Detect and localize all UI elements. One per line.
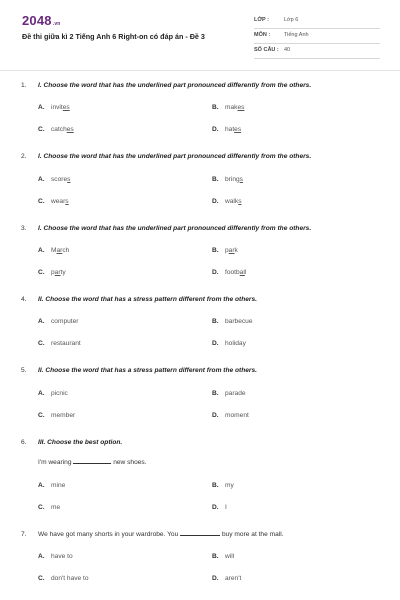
option-letter: C. <box>38 412 45 419</box>
option-text: picnic <box>51 390 68 397</box>
option-letter: B. <box>212 482 219 489</box>
meta-row-subject <box>254 29 380 44</box>
meta-key: SỐ CÂU : <box>254 47 279 53</box>
option-letter: C. <box>38 198 45 205</box>
meta-value: 40 <box>284 47 291 53</box>
option-text: I <box>225 504 227 511</box>
option-text: computer <box>51 318 79 325</box>
option-letter: C. <box>38 575 45 582</box>
question-number: 3. <box>21 225 27 232</box>
meta-key: MÔN : <box>254 32 271 38</box>
option-text: invites <box>51 104 70 111</box>
question-number: 5. <box>21 367 27 374</box>
meta-value: Tiếng Anh <box>284 32 309 38</box>
option-text: my <box>225 482 234 489</box>
option-a[interactable] <box>38 318 79 325</box>
option-letter: D. <box>212 269 219 276</box>
option-letter: A. <box>38 176 45 183</box>
question-prompt: We have got many shorts in your wardrobe. You buy more at the mall. <box>38 531 284 538</box>
option-letter: B. <box>212 390 219 397</box>
option-text: party <box>51 269 66 276</box>
question-number: 4. <box>21 296 27 303</box>
meta-row-class <box>254 14 380 29</box>
option-text: football <box>225 269 247 276</box>
answer-blank <box>180 535 220 536</box>
question-prompt: I. Choose the word that has the underlined part pronounced differently from the others. <box>38 153 312 160</box>
option-c[interactable] <box>38 198 69 205</box>
option-c[interactable] <box>38 126 74 133</box>
meta-key: LỚP : <box>254 17 269 23</box>
option-text: parade <box>225 390 246 397</box>
question-sentence: I'm wearing new shoes. <box>38 459 147 466</box>
option-text: aren't <box>225 575 242 582</box>
option-letter: C. <box>38 340 45 347</box>
option-b[interactable] <box>212 482 234 489</box>
option-d[interactable] <box>212 575 241 582</box>
option-text: hates <box>225 126 242 133</box>
option-letter: D. <box>212 340 219 347</box>
option-letter: B. <box>212 176 219 183</box>
answer-blank <box>73 463 111 464</box>
option-text: makes <box>225 104 245 111</box>
option-b[interactable] <box>212 553 234 560</box>
document-header <box>0 0 400 68</box>
option-c[interactable] <box>38 504 60 511</box>
option-b[interactable] <box>212 390 246 397</box>
question-prompt: I. Choose the word that has the underlined part pronounced differently from the others. <box>38 82 312 89</box>
option-c[interactable] <box>38 269 66 276</box>
question-number: 2. <box>21 153 27 160</box>
option-a[interactable] <box>38 247 69 254</box>
option-b[interactable] <box>212 318 253 325</box>
option-text: me <box>51 504 61 511</box>
option-c[interactable] <box>38 575 89 582</box>
option-letter: C. <box>38 126 45 133</box>
option-letter: B. <box>212 553 219 560</box>
option-b[interactable] <box>212 104 244 111</box>
option-text: don't have to <box>51 575 89 582</box>
option-letter: C. <box>38 269 45 276</box>
option-letter: B. <box>212 104 219 111</box>
question-prompt: III. Choose the best option. <box>38 439 123 446</box>
option-letter: A. <box>38 318 45 325</box>
meta-value: Lớp 6 <box>284 17 299 23</box>
option-letter: D. <box>212 504 219 511</box>
logo-suffix: .vn <box>52 21 61 27</box>
option-letter: D. <box>212 575 219 582</box>
option-a[interactable] <box>38 482 65 489</box>
option-a[interactable] <box>38 104 70 111</box>
question-prompt: II. Choose the word that has a stress pattern different from the others. <box>38 296 257 303</box>
option-text: wears <box>51 198 69 205</box>
option-d[interactable] <box>212 504 227 511</box>
site-logo[interactable] <box>22 13 61 28</box>
option-letter: D. <box>212 412 219 419</box>
question-number: 6. <box>21 439 27 446</box>
option-text: member <box>51 412 76 419</box>
question-prompt: I. Choose the word that has the underlined part pronounced differently from the others. <box>38 225 312 232</box>
option-text: restaurant <box>51 340 81 347</box>
option-a[interactable] <box>38 390 68 397</box>
question-prompt: II. Choose the word that has a stress pattern different from the others. <box>38 367 257 374</box>
option-text: barbecue <box>225 318 253 325</box>
question-number: 1. <box>21 82 27 89</box>
option-letter: A. <box>38 104 45 111</box>
option-text: will <box>225 553 235 560</box>
option-d[interactable] <box>212 126 241 133</box>
option-letter: A. <box>38 553 45 560</box>
option-a[interactable] <box>38 553 73 560</box>
meta-row-count <box>254 44 380 59</box>
option-d[interactable] <box>212 412 249 419</box>
option-d[interactable] <box>212 198 242 205</box>
option-letter: A. <box>38 390 45 397</box>
option-text: brings <box>225 176 243 183</box>
option-letter: A. <box>38 482 45 489</box>
logo-text: 2048 <box>22 13 52 28</box>
option-letter: B. <box>212 318 219 325</box>
option-c[interactable] <box>38 412 75 419</box>
document-title: Đề thi giữa kì 2 Tiếng Anh 6 Right-on có đáp án - Đề 3 <box>22 32 205 41</box>
option-text: moment <box>225 412 249 419</box>
header-divider <box>0 70 400 71</box>
option-d[interactable] <box>212 340 246 347</box>
option-a[interactable] <box>38 176 70 183</box>
option-text: scores <box>51 176 71 183</box>
option-c[interactable] <box>38 340 81 347</box>
option-text: holiday <box>225 340 246 347</box>
option-letter: A. <box>38 247 45 254</box>
option-text: have to <box>51 553 73 560</box>
option-text: walks <box>225 198 242 205</box>
option-b[interactable] <box>212 176 243 183</box>
option-text: mine <box>51 482 66 489</box>
option-d[interactable] <box>212 269 246 276</box>
option-letter: B. <box>212 247 219 254</box>
question-number: 7. <box>21 531 27 538</box>
option-text: March <box>51 247 70 254</box>
option-text: catches <box>51 126 74 133</box>
option-b[interactable] <box>212 247 238 254</box>
option-text: park <box>225 247 238 254</box>
option-letter: D. <box>212 198 219 205</box>
option-letter: D. <box>212 126 219 133</box>
option-letter: C. <box>38 504 45 511</box>
